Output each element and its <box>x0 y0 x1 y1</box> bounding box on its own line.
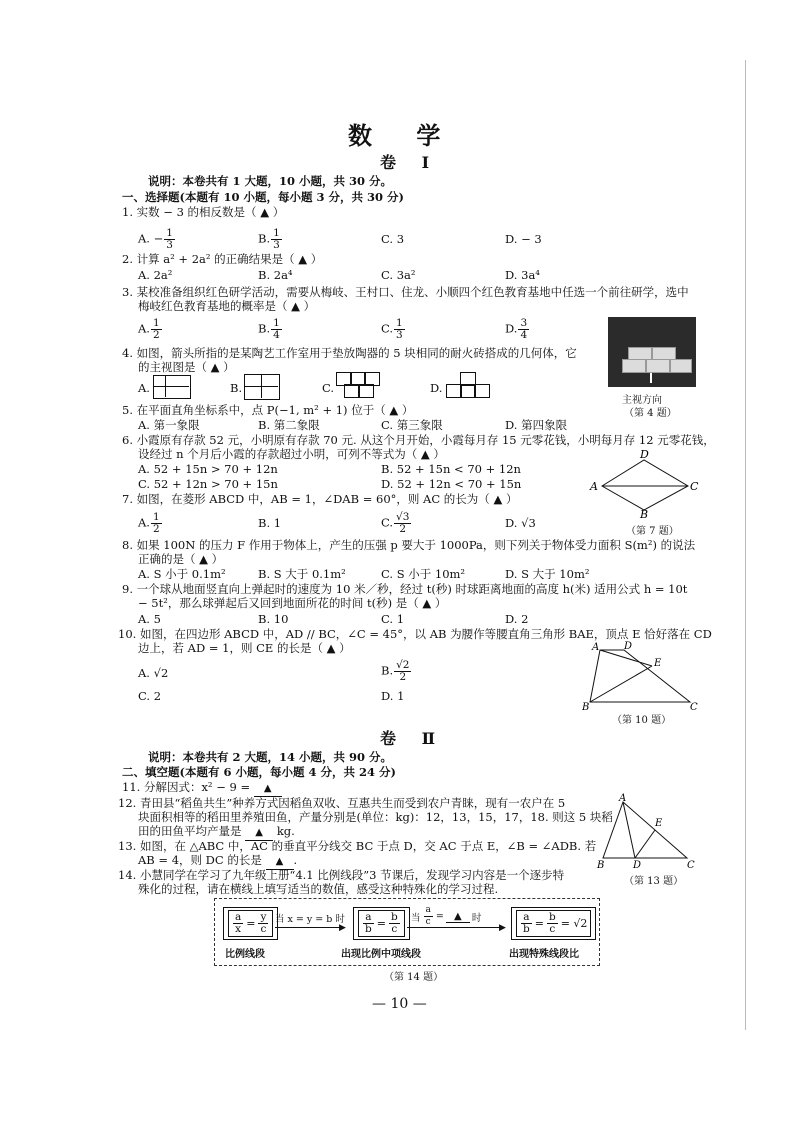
q13-label-c: C <box>687 860 695 870</box>
q14-box-special-ratio: $\frac{a}{b}$ = $\frac{b}{c}$ = √2 <box>511 907 596 940</box>
q7-caption: （第 7 题） <box>626 526 679 537</box>
q11-stem: 11. 分解因式：x² − 9 = ▲ <box>122 780 282 797</box>
q8-option-d: D. S 大于 10m² <box>505 567 590 581</box>
q8-option-a: A. S 小于 0.1m² <box>138 567 226 581</box>
q10-option-c: C. 2 <box>138 689 162 703</box>
q14-caption: （第 14 题） <box>384 972 444 983</box>
q3-option-c: C. $\frac{1}{3}$ <box>381 317 403 341</box>
q13-label-e: E <box>655 818 663 829</box>
q4-photo <box>608 317 696 387</box>
q9-option-a: A. 5 <box>138 612 161 626</box>
q2-option-b: B. 2a⁴ <box>258 268 293 282</box>
q9-stem-line1: 9. 一个球从地面竖直向上弹起时的速度为 10 米／秒，经过 t(秒) 时球距离地面的高度 h(米) 适用公式 h = 10t <box>122 582 688 596</box>
q12-answer-blank[interactable]: ▲ <box>245 825 273 841</box>
q10-option-b: B. $\frac{√2}{2}$ <box>381 659 410 683</box>
volume-2-label: 卷 Ⅱ <box>380 729 446 748</box>
q13-stem-line2: AB = 4，则 DC 的长是 ▲ . <box>138 853 297 870</box>
q7-label-b: B <box>640 508 649 518</box>
q6-stem-line1: 6. 小霞原有存款 52 元，小明原有存款 70 元. 从这个月开始，小霞每月存 15 元零花钱，小明每月存 12 元零花钱， <box>122 433 715 447</box>
q13-label-d: D <box>633 860 642 870</box>
q10-label-d: D <box>624 641 633 652</box>
q1-option-a: A. − $\frac{1}{3}$ <box>138 227 173 251</box>
q14-box1-label: 比例线段 <box>225 949 265 960</box>
page-number: — 10 — <box>372 996 427 1012</box>
q2-option-a: A. 2a² <box>138 268 173 282</box>
q7-option-d: D. √3 <box>505 516 536 530</box>
q10-caption: （第 10 题） <box>612 715 672 726</box>
q12-stem-line3: 田的田鱼平均产量是 ▲ kg. <box>138 824 295 841</box>
q10-stem-line2: 边上，若 AD = 1，则 CE 的长是（ ▲ ） <box>138 641 351 655</box>
q9-option-c: C. 1 <box>381 612 405 626</box>
q4-caption: （第 4 题） <box>624 408 677 419</box>
q5-stem: 5. 在平面直角坐标系中，点 P(−1, m² + 1) 位于（ ▲ ） <box>122 403 414 417</box>
q5-option-a: A. 第一象限 <box>138 418 200 432</box>
q5-option-d: D. 第四象限 <box>505 418 568 432</box>
q10-label-a: A <box>592 642 600 653</box>
q5-option-c: C. 第三象限 <box>381 418 443 432</box>
q13-answer-blank[interactable]: ▲ <box>266 854 294 870</box>
q10-option-a: A. √2 <box>138 666 169 680</box>
q14-flow-diagram <box>214 898 600 966</box>
q6-option-b: B. 52 + 15n < 70 + 12n <box>381 462 521 476</box>
q1-option-d: D. − 3 <box>505 232 542 246</box>
q3-option-b: B. $\frac{1}{4}$ <box>258 317 280 341</box>
q13-stem-line1: 13. 如图，在 △ABC 中，AC 的垂直平分线交 BC 于点 D，交 AC 于点 E，∠B = ∠ADB. 若 <box>118 839 597 853</box>
q12-stem-line1: 12. 青田县“稻鱼共生”种养方式因稻鱼双收、互惠共生而受到农户青睐，现有一农户在 5 <box>118 796 566 810</box>
page-edge <box>745 60 746 1030</box>
section-1-heading: 一、选择题(本题有 10 小题，每小题 3 分，共 30 分) <box>122 190 404 204</box>
q7-label-a: A <box>590 480 598 493</box>
q10-quadrilateral-figure <box>582 640 702 710</box>
q14-arrow1-condition: 当 x = y = b 时 <box>275 914 345 925</box>
volume-1-label: 卷 Ⅰ <box>380 153 440 172</box>
q10-option-d: D. 1 <box>381 689 405 703</box>
q13-label-b: B <box>597 860 605 870</box>
q6-option-c: C. 52 + 12n > 70 + 15n <box>138 477 278 491</box>
q3-option-a: A. $\frac{1}{2}$ <box>138 317 160 341</box>
q1-option-b: B. $\frac{1}{3}$ <box>258 227 280 251</box>
q14-arrow1-head: ▶ <box>339 923 346 933</box>
q8-option-c: C. S 小于 10m² <box>381 567 466 581</box>
q3-stem-line1: 3. 某校准备组织红色研学活动，需要从梅岐、王村口、住龙、小顺四个红色教育基地中任选一个前往研学，选中 <box>122 285 689 299</box>
q7-rhombus-figure <box>588 448 700 518</box>
q3-option-d: D. $\frac{3}{4}$ <box>505 317 528 341</box>
q14-box3-label: 出现特殊线段比 <box>509 949 579 960</box>
q1-stem: 1. 实数 − 3 的相反数是（ ▲ ） <box>122 205 285 219</box>
q8-option-b: B. S 大于 0.1m² <box>258 567 346 581</box>
q14-arrow2-line <box>407 927 503 928</box>
q7-label-d: D <box>640 448 649 461</box>
q4-option-d-label: D. <box>430 381 443 395</box>
q4-option-b-label: B. <box>230 381 243 395</box>
q11-answer-blank[interactable]: ▲ <box>254 781 282 797</box>
q8-stem-line2: 正确的是（ ▲ ） <box>138 552 224 566</box>
q2-stem: 2. 计算 a² + 2a² 的正确结果是（ ▲ ） <box>122 252 323 266</box>
q7-option-b: B. 1 <box>258 516 282 530</box>
q5-option-b: B. 第二象限 <box>258 418 320 432</box>
q14-box-proportion: $\frac{a}{x}$ = $\frac{y}{c}$ <box>223 907 278 940</box>
section-2-heading: 二、填空题(本题有 6 小题，每小题 4 分，共 24 分) <box>122 765 396 779</box>
q14-box2-label: 出现比例中项线段 <box>341 949 421 960</box>
q4-option-c-label: C. <box>322 381 335 395</box>
q7-label-c: C <box>690 480 699 493</box>
q2-option-d: D. 3a⁴ <box>505 268 540 282</box>
q12-stem-line2: 块面积相等的稻田里养殖田鱼，产量分别是(单位：kg)：12，13，15，17，18. 则这 5 块稻 <box>138 810 613 824</box>
q7-option-c: C. $\frac{√3}{2}$ <box>381 511 410 535</box>
q7-stem: 7. 如图，在菱形 ABCD 中，AB = 1，∠DAB = 60°，则 AC 的长为（ ▲ ） <box>122 492 518 506</box>
q10-stem-line1: 10. 如图，在四边形 ABCD 中，AD // BC，∠C = 45°，以 AB 为腰作等腰直角三角形 BAE，顶点 E 恰好落在 CD <box>118 627 712 641</box>
q8-stem-line1: 8. 如果 100N 的压力 F 作用于物体上，产生的压强 p 要大于 1000Pa，则下列关于物体受力面积 S(m²) 的说法 <box>122 538 696 552</box>
q1-option-c: C. 3 <box>381 232 405 246</box>
q2-option-c: C. 3a² <box>381 268 416 282</box>
q10-label-b: B <box>582 702 590 710</box>
q14-arrow2-condition: 当 $\frac{a}{c}$ = ▲ 时 <box>411 905 482 927</box>
q14-arrow2-head: ▶ <box>499 923 506 933</box>
q13-triangle-figure <box>595 792 699 870</box>
q9-stem-line2: − 5t²，那么球弹起后又回到地面所花的时间 t(秒) 是（ ▲ ） <box>138 596 447 610</box>
q10-label-c: C <box>690 702 698 710</box>
q4-option-a-label: A. <box>138 381 150 395</box>
q14-box-mean-proportional: $\frac{a}{b}$ = $\frac{b}{c}$ <box>353 907 410 940</box>
q9-option-d: D. 2 <box>505 612 529 626</box>
q9-option-b: B. 10 <box>258 612 289 626</box>
q14-stem-line1: 14. 小慧同学在学习了九年级上册“4.1 比例线段”3 节课后，发现学习内容是一个逐步特 <box>118 868 565 882</box>
q14-arrow1-line <box>275 927 343 928</box>
q3-stem-line2: 梅岐红色教育基地的概率是（ ▲ ） <box>138 299 316 313</box>
q4-stem-line2: 的主视图是（ ▲ ） <box>138 360 235 374</box>
q10-label-e: E <box>654 658 662 669</box>
volume-1-note: 说明：本卷共有 1 大题，10 小题，共 30 分。 <box>148 174 393 188</box>
q7-option-a: A. $\frac{1}{2}$ <box>138 511 160 535</box>
q6-stem-line2: 设经过 n 个月后小霞的存款超过小明，可列不等式为（ ▲ ） <box>138 447 445 461</box>
q14-stem-line2: 殊化的过程，请在横线上填写适当的数值，感受这种特殊化的学习过程. <box>138 882 499 896</box>
q4-stem-line1: 4. 如图，箭头所指的是某陶艺工作室用于垫放陶器的 5 块相同的耐火砖搭成的几何体，它 <box>122 346 577 360</box>
q6-option-d: D. 52 + 12n < 70 + 15n <box>381 477 522 491</box>
q13-label-a: A <box>619 793 627 804</box>
q4-view-direction: 主视方向 <box>622 395 662 406</box>
page-title: 数 学 <box>348 121 459 150</box>
q13-caption: （第 13 题） <box>624 876 684 887</box>
q6-option-a: A. 52 + 15n > 70 + 12n <box>138 462 278 476</box>
q14-answer-blank[interactable]: ▲ <box>446 911 470 923</box>
volume-2-note: 说明：本卷共有 2 大题，14 小题，共 90 分。 <box>148 750 393 764</box>
